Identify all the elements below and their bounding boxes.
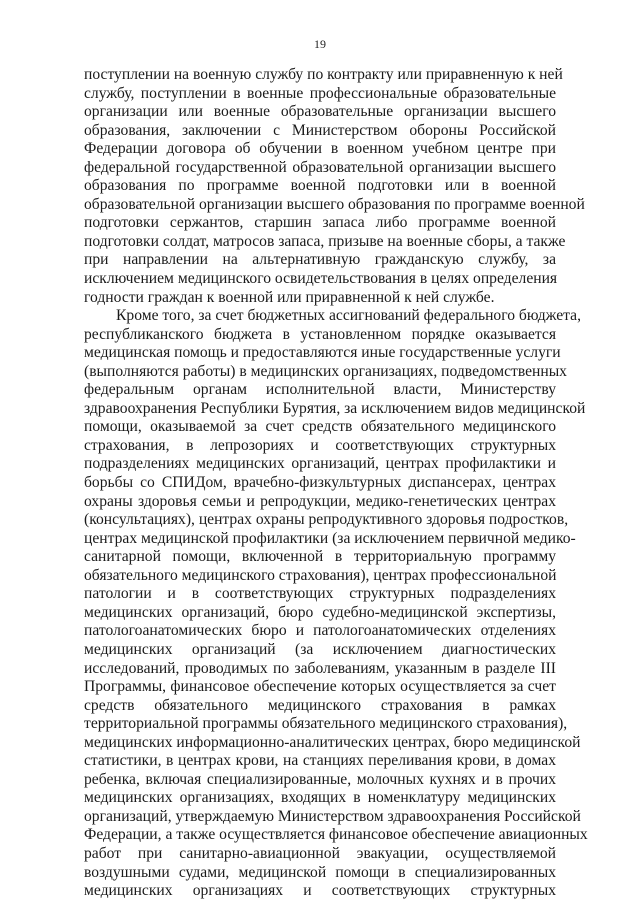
text-line: медицинских организаций (за исключением диагностических (84, 640, 556, 658)
text-line: подготовки солдат, матросов запаса, призыве на военные сборы, а также (84, 232, 566, 250)
text-line: страхования, в лепрозориях и соответствующих структурных (84, 436, 556, 454)
text-line: образовательной организации высшего образования по программе военной (84, 195, 585, 213)
text-line: патологии и в соответствующих структурных подразделениях (84, 585, 556, 603)
text-line: республиканского бюджета в установленном порядке оказывается (84, 325, 556, 343)
text-line: средств обязательного медицинского страхования в рамках (84, 696, 556, 714)
text-line: (консультациях), центрах охраны репродуктивного здоровья подростков, (84, 511, 569, 529)
text-line: патологоанатомических бюро и патологоанатомических отделениях (84, 622, 556, 640)
text-line: годности граждан к военной или приравненной к ней службе. (84, 288, 495, 306)
text-line: медицинских организаций, бюро судебно-медицинской экспертизы, (84, 603, 556, 621)
text-line: организаций, утверждаемую Министерством здравоохранения Российской (84, 807, 581, 825)
text-line: (выполняются работы) в медицинских организациях, подведомственных (84, 362, 567, 380)
text-line: центрах медицинской профилактики (за исключением первичной медико- (84, 529, 576, 547)
text-line: организации или военные образовательные организации высшего (84, 103, 556, 121)
text-line: помощи, оказываемой за счет средств обязательного медицинского (84, 418, 556, 436)
text-line: Программы, финансовое обеспечение которых осуществляется за счет (84, 678, 556, 696)
text-line: исследований, проводимых по заболеваниям, указанным в разделе III (84, 659, 556, 677)
text-line: образования по программе военной подготовки или в военной (84, 177, 556, 195)
text-line: службу, поступлении в военные профессиональные образовательные (84, 84, 556, 102)
text-line: санитарной помощи, включенной в территориальную программу (84, 548, 556, 566)
text-line: подготовки сержантов, старшин запаса либо программе военной (84, 214, 556, 232)
text-line: подразделениях медицинских организаций, центрах профилактики и (84, 455, 556, 473)
text-line: федеральным органам исполнительной власти, Министерству (84, 381, 556, 399)
text-line: медицинских организациях, входящих в номенклатуру медицинских (84, 789, 556, 807)
text-line: Федерации, а также осуществляется финансовое обеспечение авиационных (84, 826, 588, 844)
text-line: работ при санитарно-авиационной эвакуации, осуществляемой (84, 844, 556, 862)
text-line: медицинских организациях и соответствующих структурных (84, 882, 556, 900)
text-line: при направлении на альтернативную гражданскую службу, за (84, 251, 556, 269)
page-number: 19 (314, 37, 326, 51)
text-line: борьбы со СПИДом, врачебно-физкультурных диспансерах, центрах (84, 474, 556, 492)
text-line: Федерации договора об обучении в военном учебном центре при (84, 140, 556, 158)
text-line: федеральной государственной образовательной организации высшего (84, 158, 556, 176)
paragraph-start-line: Кроме того, за счет бюджетных ассигнований федерального бюджета, (116, 307, 581, 325)
text-line: обязательного медицинского страхования), центрах профессиональной (84, 566, 557, 584)
document-body (84, 66, 588, 901)
text-line: здравоохранения Республики Бурятия, за исключением видов медицинской (84, 399, 586, 417)
text-line: охраны здоровья семьи и репродукции, медико-генетических центрах (84, 492, 556, 510)
text-line: медицинских информационно-аналитических центрах, бюро медицинской (84, 733, 581, 751)
text-line: территориальной программы обязательного медицинского страхования), (84, 715, 568, 733)
text-line: образования, заключении с Министерством обороны Российской (84, 121, 556, 139)
text-line: статистики, в центрах крови, на станциях переливания крови, в домах (84, 752, 556, 770)
text-line: медицинская помощь и предоставляются иные государственные услуги (84, 344, 561, 362)
text-line: воздушными судами, медицинской помощи в специализированных (84, 863, 556, 881)
text-line: поступлении на военную службу по контракту или приравненную к ней (84, 66, 563, 83)
text-line: ребенка, включая специализированные, молочных кухнях и в прочих (84, 770, 556, 788)
text-line: исключением медицинского освидетельствования в целях определения (84, 270, 558, 288)
